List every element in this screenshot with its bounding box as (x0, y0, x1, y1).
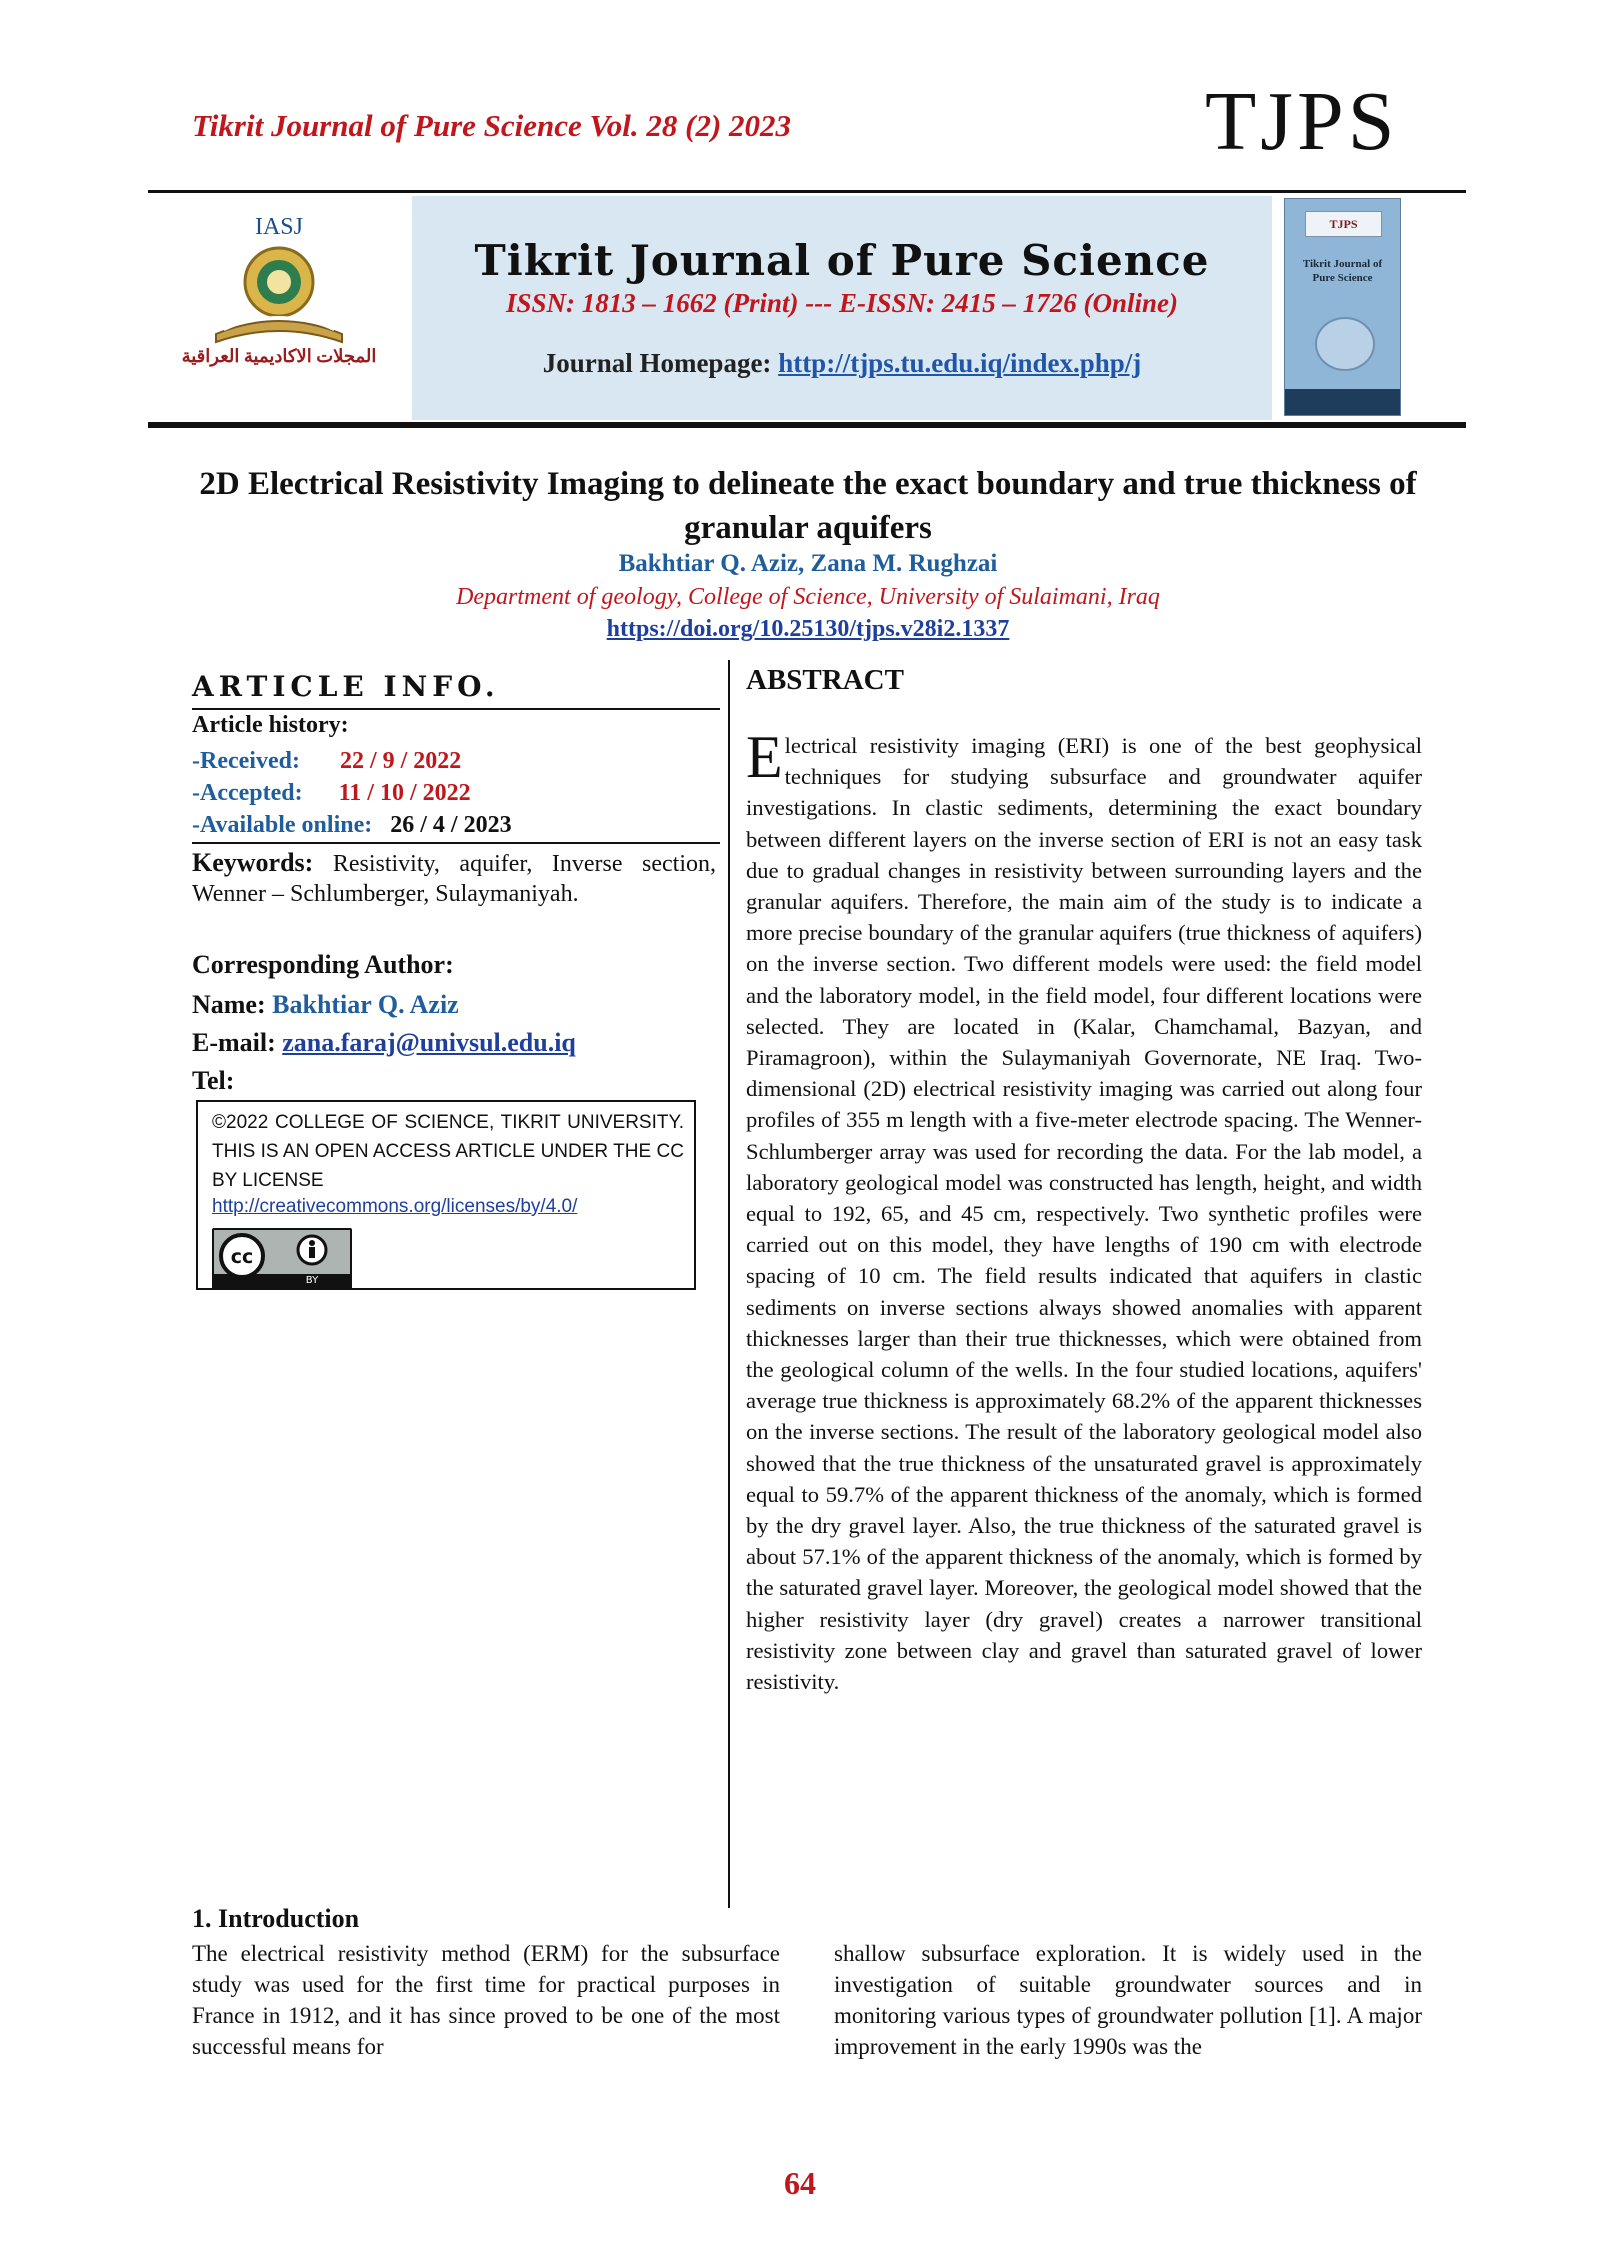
iasj-arabic-label: المجلات الاكاديمية العراقية (181, 346, 377, 366)
authors: Bakhtiar Q. Aziz, Zana M. Rughzai (618, 550, 998, 577)
doi-line (150, 616, 1466, 643)
journal-banner (148, 196, 1466, 420)
iasj-logo-text: IASJ (254, 214, 303, 240)
article-info-rule-bottom (192, 842, 720, 844)
page-number: 64 (784, 2165, 816, 2201)
online-date: 26 / 4 / 2023 (390, 812, 512, 838)
abstract-heading: ABSTRACT (746, 664, 904, 696)
cover-image (1284, 198, 1401, 416)
abstract-text: lectrical resistivity imaging (ERI) is one of the best geophysical techniques for studying subsurface and groundwater aquifer investigations. In clastic sediments, determining the exact boundary between different layers on the inverse section of ERI is not an easy task due to gradual changes in resistivity between surrounding layers and the granular aquifers. Therefore, the main aim of the study is to indicate a more precise boundary of the granular aquifers (true thickness of aquifers) on the inverse section. Two different models were used: the field model and the laboratory model, in the field model, four different locations were selected. They are located in (Kalar, Chamchamal, Bazyan, and Piramagroon), within the Sulaymaniyah Governorate, NE Iraq. Two-dimensional (2D) electrical resistivity imaging was carried out along four profiles of 355 m length with a five-meter electrode spacing. The Wenner-Schlumberger array was used for recording the data. For the lab model, a laboratory geological model was constructed has length, height, and width equal to 192, 65, and 45 cm, respectively. Two synthetic profiles were carried out on this model, they have lengths of 190 cm with electrode spacing of 10 cm. The field results indicated that aquifers in clastic sediments on inverse sections always showed anomalies with apparent thicknesses larger than their true thicknesses, which were obtained from the geological column of the wells. In the four studied locations, aquifers' average true thickness is approximately 68.2% of the apparent thicknesses on the inverse sections. The result of the laboratory geological model also showed that the true thickness of the unsaturated gravel is approximately equal to 59.7% of the apparent thickness of the anomaly, which is formed by the dry gravel layer. Also, the true thickness of the saturated gravel is about 57.1% of the apparent thickness of the anomaly, which is formed by the saturated gravel layer. Moreover, the geological model showed that the higher resistivity layer (dry gravel) creates a narrower transitional resistivity zone between clay and gravel than saturated gravel of lower resistivity. (746, 733, 1422, 1695)
corresponding-author-heading: Corresponding Author: (192, 950, 454, 979)
doi-link[interactable]: https://doi.org/10.25130/tjps.v28i2.1337 (606, 616, 1010, 642)
homepage-label: Journal Homepage: (542, 348, 779, 378)
license-box (196, 1100, 696, 1290)
received-row (192, 748, 461, 775)
abstract-dropcap: E (746, 724, 783, 790)
keywords-label: Keywords: (192, 848, 314, 877)
iasj-emblem-icon (204, 242, 354, 346)
author-name-row (192, 990, 459, 1020)
introduction-column-2: shallow subsurface exploration. It is widely used in the investigation of suitable groundwater sources and in monitoring various types of groundwater pollution [1]. A major improvement in the early 1990s was the (834, 1941, 1422, 2059)
homepage-link[interactable]: http://tjps.tu.edu.iq/index.php/j (778, 348, 1142, 378)
author-email-row (192, 1028, 576, 1058)
license-link[interactable]: http://creativecommons.org/licenses/by/4.0/ (212, 1196, 578, 1217)
cover-emblem-icon (1315, 317, 1375, 371)
cc-by-label: BY (305, 1275, 319, 1286)
introduction-column-1: The electrical resistivity method (ERM) for the subsurface study was used for the first time for practical purposes in France in 1912, and it has since proved to be one of the most successful means for (192, 1941, 780, 2059)
introduction-heading: 1. Introduction (192, 1904, 360, 1933)
online-row (192, 812, 512, 839)
online-label: -Available online: (192, 812, 373, 838)
keywords (192, 848, 716, 909)
author-tel-row: Tel: (192, 1066, 235, 1095)
cover-subtitle: Tikrit Journal of Pure Science (1302, 258, 1383, 284)
article-info-heading: ARTICLE INFO. (192, 670, 500, 703)
author-name: Bakhtiar Q. Aziz (272, 990, 459, 1019)
banner-center (412, 196, 1272, 420)
header-rule-top (148, 190, 1466, 193)
abstract-body (746, 724, 1422, 1697)
received-date: 22 / 9 / 2022 (339, 748, 462, 774)
cc-by-badge[interactable] (212, 1228, 352, 1290)
svg-text:cc: cc (230, 1246, 254, 1268)
cover-badge: TJPS (1305, 211, 1382, 237)
accepted-label: -Accepted: (192, 780, 303, 806)
keywords-text: Resistivity, aquifer, Inverse section, Wenner – Schlumberger, Sulaymaniyah. (192, 851, 716, 907)
journal-mark: TJPS (1205, 75, 1399, 168)
running-title: Tikrit Journal of Pure Science Vol. 28 (2) 2023 (192, 108, 792, 143)
email-label: E-mail: (192, 1028, 276, 1057)
name-label: Name: (192, 990, 266, 1019)
homepage-line (412, 348, 1272, 379)
paper-title: 2D Electrical Resistivity Imaging to delineate the exact boundary and true thickness of granular aquifers (199, 466, 1417, 546)
iasj-logo (148, 196, 410, 420)
article-history-label: Article history: (192, 712, 349, 738)
journal-name: Tikrit Journal of Pure Science (474, 236, 1210, 285)
cover-footer-band (1285, 389, 1400, 415)
journal-cover (1274, 196, 1466, 420)
column-divider (728, 660, 730, 1908)
affiliation: Department of geology, College of Science, University of Sulaimani, Iraq (456, 584, 1160, 610)
header-rule-bottom (148, 422, 1466, 428)
author-email-link[interactable]: zana.faraj@univsul.edu.iq (282, 1028, 576, 1057)
accepted-row (192, 780, 471, 807)
received-label: -Received: (192, 748, 300, 774)
article-info-rule-top (192, 708, 720, 710)
license-text: ©2022 COLLEGE OF SCIENCE, TIKRIT UNIVERSITY. THIS IS AN OPEN ACCESS ARTICLE UNDER THE CC BY LICENSE (212, 1112, 684, 1191)
accepted-date: 11 / 10 / 2022 (338, 780, 471, 806)
issn-line: ISSN: 1813 – 1662 (Print) --- E-ISSN: 2415 – 1726 (Online) (505, 288, 1179, 318)
